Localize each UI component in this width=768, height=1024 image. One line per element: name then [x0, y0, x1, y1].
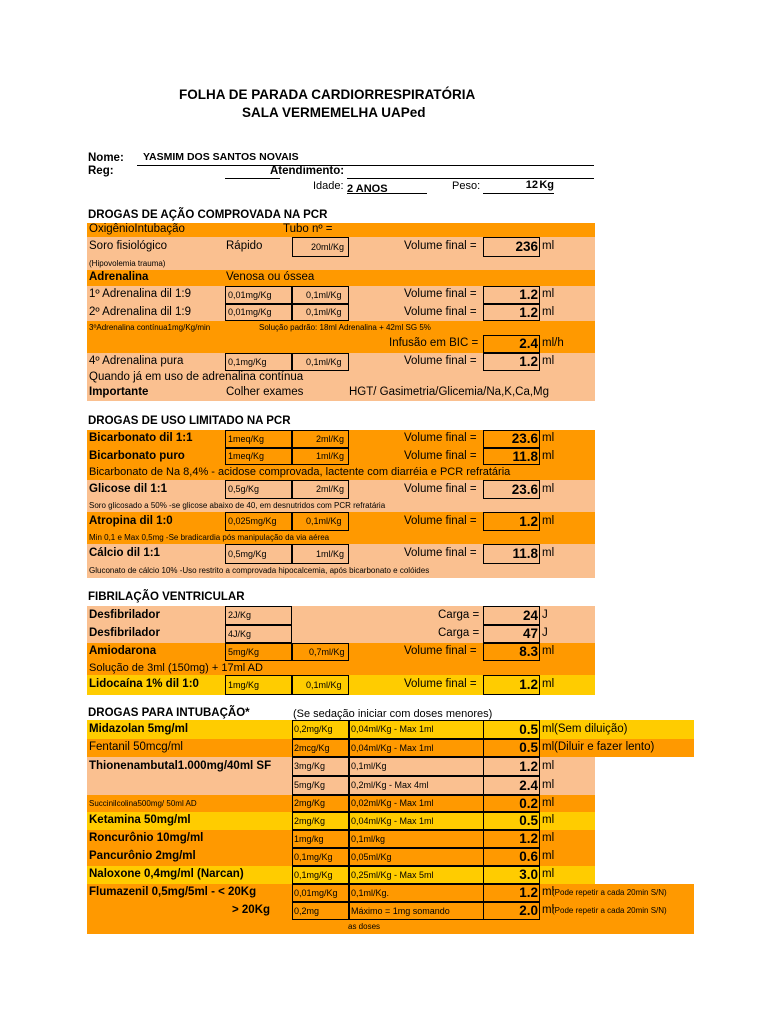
- intubacao-result-unit: ml: [542, 904, 555, 917]
- s2-glicose-vol-label: Volume final =: [404, 482, 477, 495]
- intubacao-result-note: (Pode repetir a cada 20min S/N): [552, 888, 667, 897]
- s2-bicpuro-dose: 1meq/Kg: [228, 451, 265, 461]
- s1-hipovolemia-row: [87, 257, 595, 270]
- s2-bicdil-vol-label: Volume final =: [404, 432, 477, 445]
- s1-adr2-label: 2º Adrenalina dil 1:9: [89, 305, 192, 318]
- s1-adr3-solucao: Solução padrão: 18ml Adrenalina + 42ml SG 5%: [259, 323, 431, 332]
- reg-field[interactable]: [225, 164, 280, 179]
- page-subtitle: SALA VERMEMELHA UAPed: [242, 105, 426, 120]
- s1-adr1-vol-unit: ml: [542, 288, 555, 301]
- intubacao-row-note-bg: [595, 866, 694, 884]
- s1-colher-label: Colher exames: [226, 386, 304, 399]
- s2-glicose-mlkg: 2ml/Kg: [316, 484, 345, 494]
- s3-amionote-row: [87, 661, 595, 675]
- intubacao-vol: Máximo = 1mg somando: [351, 905, 450, 916]
- intubacao-row-note-bg: [595, 812, 694, 830]
- s1-soro-vol-unit: ml: [542, 240, 555, 253]
- s2-atropina-vol-value: 1.2: [519, 513, 538, 529]
- intubacao-row-note-bg: [595, 795, 694, 812]
- s2-calcnote-row: [87, 564, 595, 578]
- intubacao-vol: 0,1ml/Kg.: [351, 887, 390, 898]
- intubacao-row: [87, 848, 694, 866]
- s1-tubo-label: Tubo nº =: [283, 223, 333, 236]
- intubacao-result-unit: ml: [542, 850, 555, 863]
- s3-lido-vol-unit: ml: [542, 678, 555, 691]
- s3-desf1-dose: 2J/Kg: [228, 610, 252, 620]
- s2-bicpuro-row: [87, 448, 595, 465]
- s3-desf2-dose: 4J/Kg: [228, 628, 252, 639]
- s3-desf1-carga-label: Carga =: [438, 608, 480, 621]
- s1-adr2-vol-label: Volume final =: [404, 305, 477, 318]
- s1-oxigenio-label: OxigênioIntubação: [89, 223, 185, 236]
- s3-lido-dose: 1mg/Kg: [228, 679, 260, 690]
- s3-desf1-row: [87, 606, 595, 625]
- intubacao-drug-label: Midazolan 5mg/ml: [89, 722, 189, 735]
- s3-amio-dose: 5mg/Kg: [228, 646, 260, 657]
- s1-bic-value: 2.4: [519, 336, 538, 352]
- intubacao-dose: 0,1mg/Kg: [294, 851, 333, 862]
- s2-bicpuro-label: Bicarbonato puro: [89, 449, 185, 462]
- s2-bicdil-row: [87, 430, 595, 448]
- s2-glicose-note: Soro glicosado a 50% -se glicose abaixo de 40, em desnutridos com PCR refratária: [89, 500, 386, 510]
- atendimento-label: Atendimento:: [270, 165, 345, 177]
- peso-value: 12: [525, 179, 538, 191]
- s2-bicpuro-mlkg: 1ml/Kg: [316, 451, 345, 461]
- intubacao-row: [87, 739, 694, 757]
- s1-soro-rapido: Rápido: [226, 240, 263, 253]
- s2-calcio-dose: 0,5mg/Kg: [228, 548, 267, 559]
- s2-glicose-row: [87, 480, 595, 499]
- intubacao-tail-row: [87, 920, 694, 934]
- intubacao-drug-label: Fentanil 50mcg/ml: [89, 741, 183, 754]
- intubacao-dose: 5mg/Kg: [294, 780, 326, 790]
- section-intubacao-note: (Se sedação iniciar com doses menores): [293, 708, 493, 720]
- nome-label: Nome:: [88, 152, 124, 164]
- s3-lido-label: Lidocaína 1% dil 1:0: [89, 678, 199, 691]
- intubacao-row: [87, 720, 694, 739]
- s2-bicpuro-vol-unit: ml: [542, 449, 555, 462]
- s1-importante-label: Importante: [89, 386, 149, 399]
- s3-desf2-carga-label: Carga =: [438, 627, 480, 640]
- nome-value: YASMIM DOS SANTOS NOVAIS: [143, 151, 299, 163]
- s3-amio-row: [87, 643, 595, 661]
- s2-bicdil-label: Bicarbonato dil 1:1: [89, 432, 193, 445]
- intubacao-tail-note: as doses: [348, 922, 381, 931]
- intubacao-drug-label: Roncurônio 10mg/ml: [89, 832, 204, 845]
- intubacao-result-unit: ml: [542, 741, 555, 754]
- s1-soro-vol-value: 236: [515, 239, 538, 255]
- intubacao-vol: 0,2ml/Kg - Max 4ml: [351, 780, 429, 790]
- s2-glicose-vol-value: 23.6: [511, 481, 538, 497]
- s1-hipovolemia-note: (Hipovolemia trauma): [89, 258, 166, 268]
- s2-atropina-label: Atropina dil 1:0: [89, 514, 173, 527]
- s3-lido-vol-label: Volume final =: [404, 678, 477, 691]
- idade-field[interactable]: [347, 179, 427, 194]
- s2-calcio-vol-label: Volume final =: [404, 547, 477, 560]
- s1-adrenalina-row: [87, 270, 595, 286]
- s3-amio-vol-label: Volume final =: [404, 645, 477, 658]
- s2-calcio-mlkg: 1ml/Kg: [316, 548, 345, 559]
- s1-adr2-vol-unit: ml: [542, 305, 555, 318]
- s1-adr4-dose: 0,1mg/Kg: [228, 356, 267, 367]
- intubacao-dose: 1mg/kg: [294, 833, 324, 844]
- s2-atropina-mlkg: 0,1ml/Kg: [306, 516, 342, 526]
- s1-adr4-mlkg: 0,1ml/Kg: [306, 356, 342, 367]
- s1-adr4-label: 4º Adrenalina pura: [89, 355, 184, 368]
- intubacao-vol: 0,05ml/Kg: [351, 851, 392, 862]
- s2-bicpuro-vol-label: Volume final =: [404, 449, 477, 462]
- s2-glicose-vol-unit: ml: [542, 482, 555, 495]
- intubacao-vol: 0,04ml/Kg - Max 1ml: [351, 815, 434, 826]
- s2-calcio-note: Gluconato de cálcio 10% -Uso restrito a comprovada hipocalcemia, após bicarbonato e colóides: [89, 566, 430, 575]
- s1-adr4-vol-unit: ml: [542, 355, 555, 368]
- s1-continua-note: Quando já em uso de adrenalina contínua: [89, 371, 304, 384]
- s2-glicose-label: Glicose dil 1:1: [89, 482, 167, 495]
- intubacao-result-unit: ml: [542, 886, 555, 899]
- intubacao-dose: 3mg/Kg: [294, 761, 326, 771]
- intubacao-dose: 0,2mg: [294, 905, 320, 916]
- s2-bicpuro-vol-value: 11.8: [512, 448, 538, 464]
- intubacao-result-value: 3.0: [519, 867, 538, 883]
- intubacao-result-value: 1.2: [519, 831, 538, 847]
- idade-value: 2 ANOS: [347, 183, 388, 195]
- intubacao-row-note-bg: [595, 830, 694, 848]
- s3-lido-vol-value: 1.2: [519, 677, 538, 693]
- intubacao-row-note-bg: [595, 776, 694, 795]
- intubacao-result-unit: ml: [542, 778, 555, 791]
- s1-adr4-vol-label: Volume final =: [404, 355, 477, 368]
- intubacao-result-value: 2.4: [519, 777, 538, 793]
- intubacao-result-note: (Diluir e fazer lento): [554, 741, 655, 754]
- intubacao-dose: 0,1mg/Kg: [294, 869, 333, 880]
- intubacao-drug-label: Pancurônio 2mg/ml: [89, 850, 196, 863]
- intubacao-drug-label: Ketamina 50mg/ml: [89, 814, 191, 827]
- s1-adr4-row: [87, 353, 595, 371]
- peso-label: Peso:: [452, 180, 481, 192]
- intubacao-dose: 0,01mg/Kg: [294, 887, 338, 898]
- s2-atropina-row: [87, 512, 595, 531]
- intubacao-result-value: 2.0: [519, 903, 538, 919]
- s1-oxigenio-row: [87, 223, 595, 237]
- intubacao-vol: 0,02ml/Kg - Max 1ml: [351, 798, 434, 808]
- s1-adr2-mlkg: 0,1ml/Kg: [306, 307, 342, 317]
- peso-unit: Kg: [539, 179, 554, 191]
- s2-bicdil-dose: 1meq/Kg: [228, 433, 265, 444]
- intubacao-result-value: 1.2: [519, 758, 538, 774]
- intubacao-result-value: 0.6: [519, 849, 538, 865]
- s3-amio-vol-value: 8.3: [519, 644, 538, 660]
- intubacao-result-value: 0.5: [519, 813, 538, 829]
- intubacao-row: [87, 795, 694, 812]
- s3-desf1-value: 24: [522, 607, 538, 623]
- s2-bicdil-mlkg: 2ml/Kg: [316, 433, 345, 444]
- intubacao-row-note-bg: [595, 848, 694, 866]
- s2-bicnote-row: [87, 465, 595, 480]
- s2-atropina-dose: 0,025mg/Kg: [228, 516, 277, 526]
- section-acao-comprovada-title: DROGAS DE AÇÃO COMPROVADA NA PCR: [88, 209, 328, 221]
- intubacao-result-unit: ml: [542, 832, 555, 845]
- intubacao-vol: 0,04ml/Kg - Max 1ml: [351, 724, 434, 734]
- intubacao-dose: 2mcg/Kg: [294, 742, 330, 753]
- s1-adr1-vol-value: 1.2: [519, 287, 538, 303]
- s3-lido-row: [87, 675, 595, 695]
- s3-amio-mlkg: 0,7ml/Kg: [309, 646, 345, 657]
- intubacao-result-value: 0.5: [519, 721, 538, 737]
- s1-bic-row: [87, 335, 595, 353]
- s1-soro-dose: 20ml/Kg: [311, 241, 345, 252]
- intubacao-vol: 0,1ml/Kg: [351, 761, 387, 771]
- s3-desf2-label: Desfibrilador: [89, 627, 160, 640]
- intubacao-result-note: (Sem diluição): [554, 722, 628, 735]
- s3-amio-vol-unit: ml: [542, 645, 555, 658]
- s1-adr1-dose: 0,01mg/Kg: [228, 289, 272, 300]
- s3-desf1-label: Desfibrilador: [89, 608, 160, 621]
- intubacao-drug-label: Naloxone 0,4mg/ml (Narcan): [89, 868, 244, 881]
- s1-importante-row: [87, 385, 595, 401]
- s3-desf2-unit: J: [542, 627, 548, 640]
- intubacao-result-unit: ml: [542, 814, 555, 827]
- s1-adr1-mlkg: 0,1ml/Kg: [306, 289, 342, 300]
- s1-adr1-row: [87, 286, 595, 304]
- intubacao-row: [87, 884, 694, 902]
- s1-soro-row: [87, 237, 595, 257]
- page-title: FOLHA DE PARADA CARDIORRESPIRATÓRIA: [179, 87, 476, 102]
- s2-glicose-dose: 0,5g/Kg: [228, 484, 260, 494]
- s1-exames-label: HGT/ Gasimetria/Glicemia/Na,K,Ca,Mg: [349, 386, 550, 399]
- s3-lido-mlkg: 0,1ml/Kg: [306, 679, 342, 690]
- intubacao-drug-label: > 20Kg: [232, 904, 271, 917]
- intubacao-vol: 0,1ml/kg: [351, 833, 386, 844]
- intubacao-drug-label: Thionenambutal1.000mg/40ml SF: [89, 759, 272, 772]
- intubacao-row-note-bg: [595, 757, 694, 776]
- intubacao-result-value: 0.5: [519, 740, 538, 756]
- s3-desf1-unit: J: [542, 608, 548, 621]
- intubacao-result-unit: ml: [542, 796, 555, 809]
- intubacao-row: [87, 812, 694, 830]
- intubacao-dose: 2mg/Kg: [294, 798, 326, 808]
- s1-adr2-dose: 0,01mg/Kg: [228, 307, 272, 317]
- s1-adrenalina-via: Venosa ou óssea: [226, 271, 315, 284]
- atendimento-field[interactable]: [347, 164, 594, 179]
- s1-bic-label: Infusão em BIC =: [389, 337, 479, 350]
- s1-continua-row: [87, 371, 595, 385]
- s1-soro-vol-label: Volume final =: [404, 240, 477, 253]
- reg-label: Reg:: [88, 165, 114, 177]
- section-fibrilacao-title: FIBRILAÇÃO VENTRICULAR: [88, 591, 245, 603]
- intubacao-result-unit: ml: [542, 722, 555, 735]
- s1-adr3-label: 3ºAdrenalina contínua1mg/Kg/min: [89, 323, 211, 332]
- intubacao-row: [87, 866, 694, 884]
- intubacao-row: [87, 757, 694, 776]
- s2-bicdil-vol-unit: ml: [542, 432, 555, 445]
- s3-desf2-row: [87, 625, 595, 643]
- intubacao-dose: 2mg/Kg: [294, 815, 326, 826]
- intubacao-result-note: (Pode repetir a cada 20min S/N): [552, 906, 667, 915]
- intubacao-result-unit: ml: [542, 868, 555, 881]
- intubacao-row: [87, 830, 694, 848]
- intubacao-row: [87, 776, 694, 795]
- s2-atropina-vol-label: Volume final =: [404, 514, 477, 527]
- s2-bicdil-vol-value: 23.6: [511, 431, 538, 447]
- s1-adr1-vol-label: Volume final =: [404, 288, 477, 301]
- section-uso-limitado-title: DROGAS DE USO LIMITADO NA PCR: [88, 415, 291, 427]
- s2-calcio-vol-value: 11.8: [512, 546, 538, 562]
- section-intubacao-title: DROGAS PARA INTUBAÇÃO*: [88, 707, 250, 719]
- s1-adrenalina-label: Adrenalina: [89, 271, 149, 284]
- s1-adr1-label: 1º Adrenalina dil 1:9: [89, 288, 192, 301]
- s3-desf2-value: 47: [522, 626, 538, 642]
- s2-calcio-label: Cálcio dil 1:1: [89, 547, 160, 560]
- s2-calcio-row: [87, 544, 595, 564]
- idade-label: Idade:: [313, 180, 344, 192]
- s2-atropina-note: Min 0,1 e Max 0,5mg -Se bradicardia pós manipulação da via aérea: [89, 532, 330, 542]
- s1-adr4-vol-value: 1.2: [519, 354, 538, 370]
- intubacao-row: [87, 902, 694, 920]
- s2-glicnote-row: [87, 499, 595, 512]
- s1-adr3-row: [87, 321, 595, 335]
- intubacao-drug-label: Succinilcolina500mg/ 50ml AD: [89, 798, 197, 808]
- s2-bic-note: Bicarbonato de Na 8,4% - acidose comprovada, lactente com diarréia e PCR refratária: [89, 466, 511, 478]
- s2-atronote-row: [87, 531, 595, 544]
- peso-field[interactable]: [483, 179, 554, 194]
- s2-atropina-vol-unit: ml: [542, 514, 555, 527]
- s1-bic-unit: ml/h: [542, 337, 564, 350]
- intubacao-vol: 0,04ml/Kg - Max 1ml: [351, 742, 434, 753]
- intubacao-drug-label: Flumazenil 0,5mg/5ml - < 20Kg: [89, 886, 257, 899]
- intubacao-vol: 0,25ml/Kg - Max 5ml: [351, 869, 434, 880]
- s2-calcio-vol-unit: ml: [542, 547, 555, 560]
- intubacao-dose: 0,2mg/Kg: [294, 724, 333, 734]
- s1-adr2-vol-value: 1.2: [519, 304, 538, 320]
- s3-amio-label: Amiodarona: [89, 645, 157, 658]
- intubacao-result-unit: ml: [542, 759, 555, 772]
- intubacao-result-value: 1.2: [519, 885, 538, 901]
- s1-adr2-row: [87, 304, 595, 321]
- intubacao-result-value: 0.2: [519, 795, 538, 811]
- s3-amio-note: Solução de 3ml (150mg) + 17ml AD: [89, 661, 263, 674]
- s1-soro-label: Soro fisiológico: [89, 240, 167, 253]
